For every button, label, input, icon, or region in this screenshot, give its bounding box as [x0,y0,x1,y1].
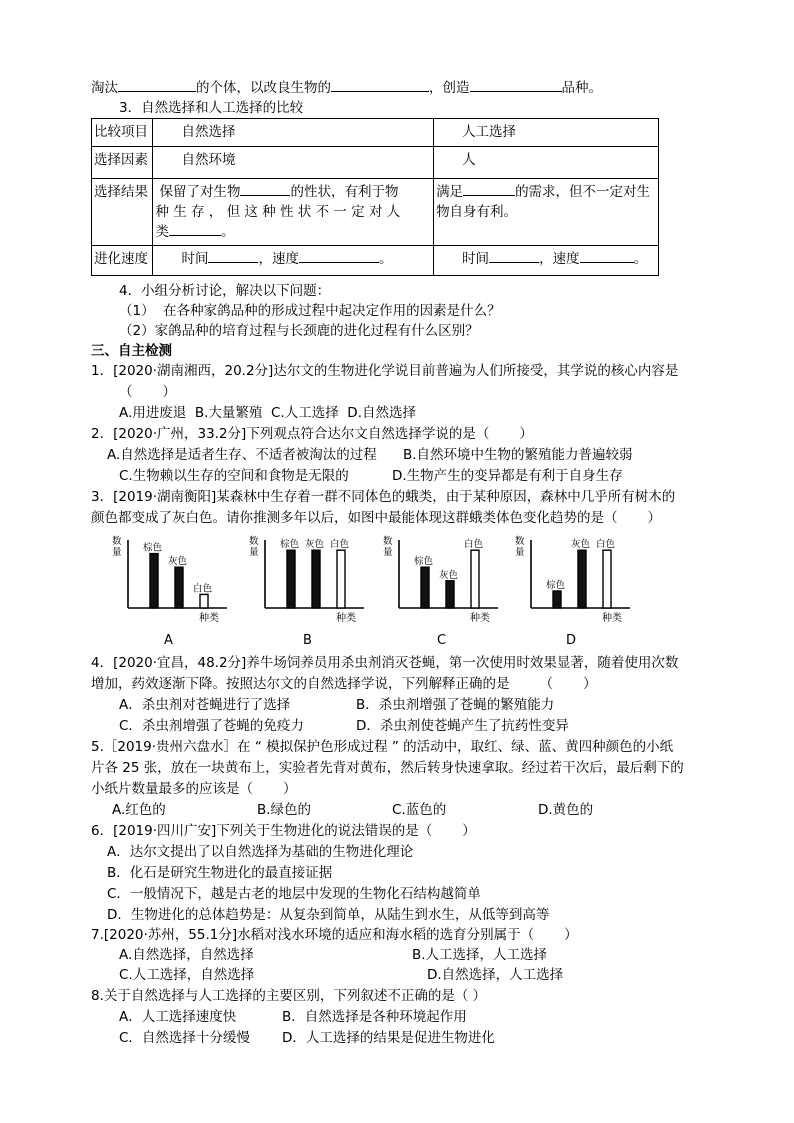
bar-label: 灰色 [439,569,459,581]
cell-line [155,222,431,242]
question-3: 3．[2019·湖南衡阳]某森林中生存着一群不同体色的蛾类，由于某种原因，森林中几乎所有树木的 [91,489,676,505]
bar-2 [312,550,320,608]
option-d: D.自然选择，人工选择 [427,967,564,983]
option-c: C.生物赖以生存的空间和食物是无限的 [119,468,349,484]
blank[interactable] [463,182,515,196]
bar-label: 灰色 [305,539,325,551]
option-a: A．达尔文提出了以自然选择为基础的生物进化理论 [107,844,414,860]
blank[interactable] [489,249,539,263]
table-row [92,147,659,179]
bar-label: 棕色 [280,539,300,551]
text: 的性状，有利于物 [290,184,399,200]
text: ，创造 [429,80,470,96]
blank[interactable] [580,249,634,263]
question-5-cont: 片各 25 张，放在一块黄布上，实验者先背对黄布，然后转身快速拿取。经过若干次后，最后剩下的 [91,760,684,776]
bar-3 [603,550,611,608]
text: 时间 [181,251,209,267]
table-cell [434,179,659,246]
option-d: D.黄色的 [538,802,594,818]
bar-label: 棕色 [546,580,566,591]
bar-label: 灰色 [571,539,591,551]
table-cell: 人 [434,147,659,179]
header-cell: 自然选择 [153,119,434,147]
option-b: B.绿色的 [257,802,312,818]
row-label: 选择因素 [92,147,153,179]
bar-1 [421,567,429,608]
text: 。 [378,251,393,267]
y-axis-label: 数 [112,536,122,547]
option-b: B.人工选择，人工选择 [412,947,548,963]
text: 保留了对生物 [159,184,241,200]
question-7: 7.[2020·苏州，55.1分]水稻对浅水环境的适应和海水稻的选育分别属于（ ） [91,927,578,943]
blank[interactable] [470,78,562,92]
chart-option-label: D [566,633,577,648]
question-6: 6．[2019·四川广安]下列关于生物进化的说法错误的是（ ） [91,823,476,839]
blank[interactable] [240,182,290,196]
bar-3 [337,550,345,608]
table-cell: 自然环境 [153,147,434,179]
text: 的需求，但不一定对生 [515,184,651,200]
bar-1 [287,550,295,608]
bar-label: 白色 [193,583,213,595]
bar-label: 白色 [330,539,350,551]
question-5: 5.［2019·贵州六盘水］在 “ 模拟保护色形成过程 ” 的活动中，取红、绿、蓝、黄四种颜色的小纸 [91,739,674,755]
y-axis-label: 量 [383,547,393,558]
bar-2 [175,567,183,608]
option-c: C.人工选择，自然选择 [119,967,255,983]
table-cell [434,246,659,276]
y-axis-label: 量 [515,547,525,558]
item4-heading: 4．小组分析讨论，解决以下问题： [119,283,331,299]
question-4-cont: 增加，药效逐渐下降。按照达尔文的自然选择学说，下列解释正确的是 （ ） [91,676,597,692]
fill-line-1 [91,78,602,97]
option-a: A.自然选择，自然选择 [119,947,254,963]
chart-d [515,534,650,634]
bar-2 [446,581,454,608]
option-c: C．杀虫剂增强了苍蝇的免疫力 [119,718,304,734]
comparison-table [91,118,659,276]
text: ，速度 [539,251,580,267]
table-row [92,246,659,276]
table-cell [153,179,434,246]
option-b: B.自然环境中生物的繁殖能力普遍较弱 [403,447,633,463]
cell-line: 种 生 存 ， 但 这 种 性 状 不 一 定 对 人 [155,204,401,220]
x-axis-label: 种类 [470,613,490,624]
chart-b [249,534,384,634]
blank[interactable] [118,78,196,92]
question-3-cont: 颜色都变成了灰白色。请你推测多年以后，如图中最能体现这群蛾类体色变化趋势的是（ ） [91,510,662,526]
blank[interactable] [299,249,379,263]
option-d: D．杀虫剂使苍蝇产生了抗药性变异 [356,718,569,734]
answer-bracket: （ ） [119,384,177,400]
chart-a [112,534,247,634]
discussion-question: （2）家鸽品种的培育过程与长颈鹿的进化过程有什么区别？ [119,323,479,339]
text: 的个体，以改良生物的 [196,80,331,96]
question-8: 8.关于自然选择与人工选择的主要区别，下列叙述不正确的是（ ） [91,988,487,1004]
x-axis-label: 种类 [199,613,219,624]
y-axis-label: 数 [515,536,525,547]
table-header-row [92,119,659,147]
bar-label: 棕色 [414,556,434,568]
cell-line [159,182,431,202]
cell-line [436,182,656,202]
chart-option-label: C [437,633,447,648]
x-axis-label: 种类 [602,613,622,624]
text: 时间 [462,251,490,267]
options: A.用进废退 B.大量繁殖 C.人工选择 D.自然选择 [119,405,416,421]
bar-label: 白色 [464,539,484,551]
text: 品种。 [561,80,602,96]
y-axis-label: 量 [112,547,122,558]
blank[interactable] [331,78,429,92]
bar-3 [471,550,479,608]
option-b: B．化石是研究生物进化的最直接证据 [107,865,333,881]
bar-2 [578,550,586,608]
text: ，速度 [258,251,299,267]
question-5-cont: 小纸片数量最多的应该是（ ） [91,781,297,797]
option-a: A.红色的 [112,802,166,818]
chart-option-label: A [164,633,173,648]
option-a: A.自然选择是适者生存、不适者被淘汰的过程 [107,447,377,463]
y-axis-label: 数 [383,536,393,547]
text: 淘汰 [91,80,118,96]
bar-label: 灰色 [168,556,188,568]
text: 类 [155,224,169,240]
question-2: 2．[2020·广州，33.2分]下列观点符合达尔文自然选择学说的是（ ） [91,426,533,442]
option-d: D．生物进化的总体趋势是：从复杂到简单，从陆生到水生，从低等到高等 [107,907,550,923]
bar-1 [553,591,561,608]
option-b: B．杀虫剂增强了苍蝇的繁殖能力 [356,697,555,713]
y-axis-label: 数 [249,536,259,547]
question-1: 1．[2020·湖南湘西，20.2分]达尔文的生物进化学说目前普遍为人们所接受，其学说的核心内容是 [91,363,679,379]
x-axis-label: 种类 [336,613,356,624]
option-a: A．人工选择速度快 [119,1009,237,1025]
question-4: 4．[2020·宜昌，48.2分]养牛场饲养员用杀虫剂消灭苍蝇，第一次使用时效果显著，随着使用次数 [91,655,679,671]
option-a: A．杀虫剂对苍蝇进行了选择 [119,697,291,713]
table-row [92,179,659,246]
option-c: C.蓝色的 [392,802,447,818]
row-label: 进化速度 [92,246,153,276]
header-cell: 比较项目 [92,119,153,147]
y-axis-label: 量 [249,547,259,558]
chart-option-label: B [303,633,312,648]
option-c: C．一般情况下，越是古老的地层中发现的生物化石结构越简单 [107,886,481,902]
bar-1 [150,554,158,608]
option-d: D．人工选择的结果是促进生物进化 [282,1030,495,1046]
discussion-question: （1） 在各种家鸽品种的形成过程中起决定作用的因素是什么？ [119,303,501,319]
text: 满足 [436,184,464,200]
item3-heading: 3．自然选择和人工选择的比较 [119,100,304,116]
option-b: B．自然选择是各种环境起作用 [282,1009,467,1025]
section-title: 三、自主检测 [91,343,172,359]
text: 。 [633,251,648,267]
option-d: D.生物产生的变异都是有利于自身生存 [392,468,623,484]
blank[interactable] [208,249,258,263]
header-cell: 人工选择 [434,119,659,147]
option-c: C．自然选择十分缓慢 [119,1030,250,1046]
bar-3 [200,594,208,608]
text: 。 [220,224,235,240]
bar-label: 棕色 [143,542,163,554]
row-label: 选择结果 [92,179,153,246]
cell-line: 物自身有利。 [436,204,518,220]
bar-label: 白色 [596,539,616,551]
chart-c [383,534,518,634]
blank[interactable] [169,222,221,236]
table-cell [153,246,434,276]
